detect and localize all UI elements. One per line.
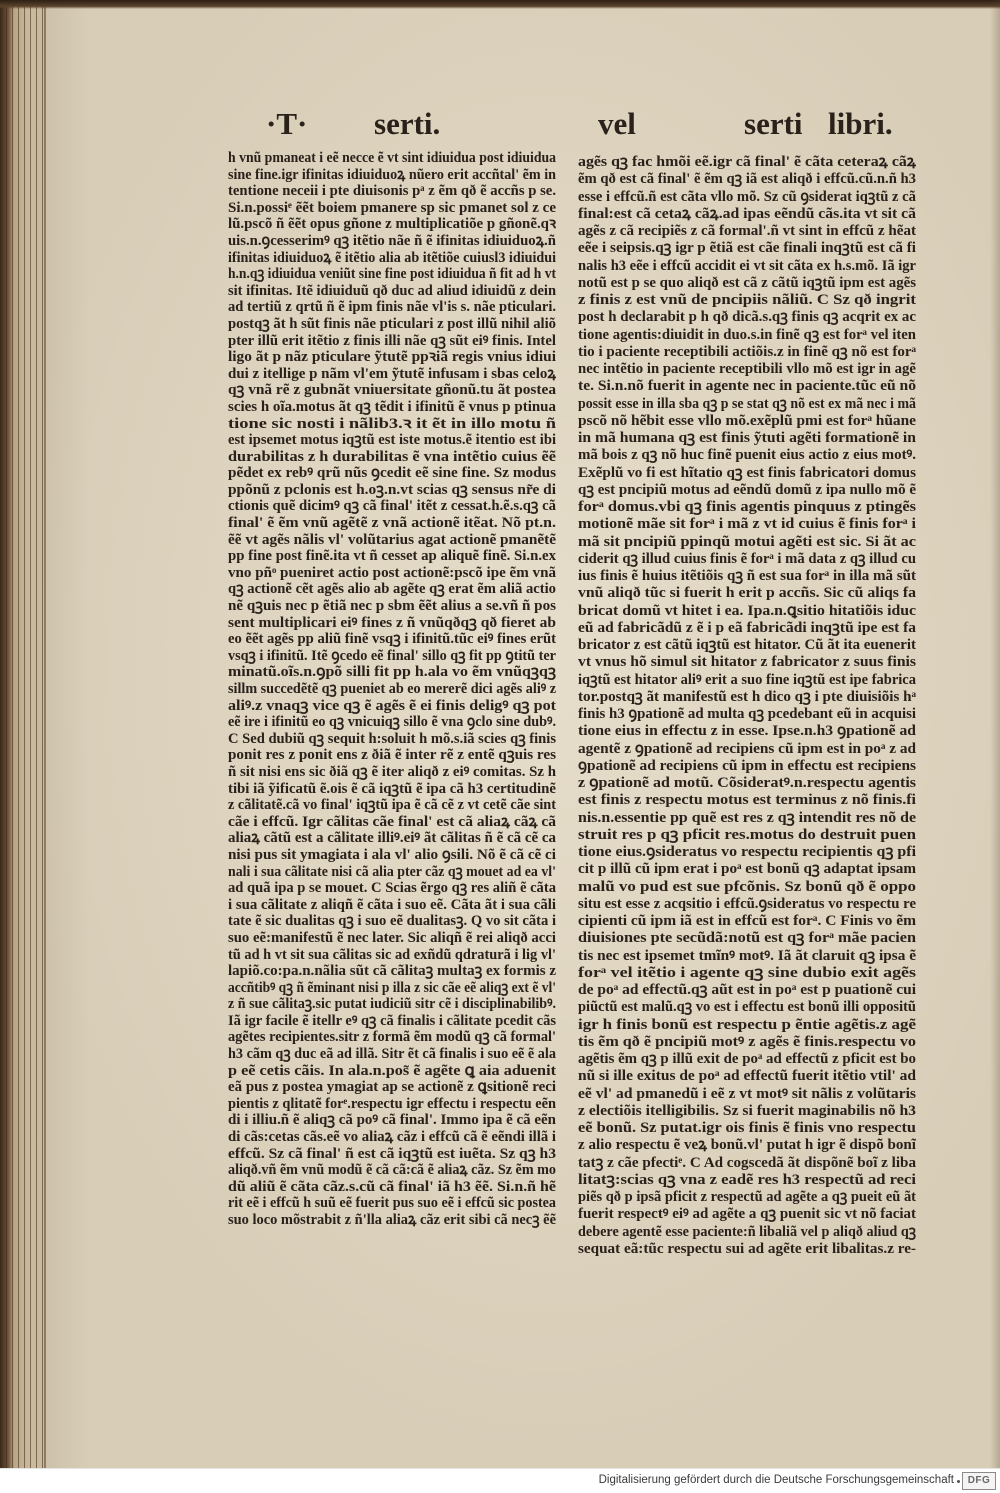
text-line-content: tis ẽm qð ẽ pncipiũ motꝰ z agẽs ẽ finis.respectu vo xyxy=(578,1033,916,1050)
running-head-word: serti. xyxy=(374,106,441,141)
text-line-content: iqꝫtũ est hitator aliꝰ erit a suo fine iqꝫtũ est ipe fabrica xyxy=(578,671,916,688)
text-line-content: eẽe i seipsis.qꝫ igr p ẽtiã est cãe finali inqꝫtũ est cã fi xyxy=(578,240,916,257)
text-line xyxy=(578,1189,916,1206)
text-line xyxy=(228,1046,556,1063)
text-line xyxy=(578,879,916,896)
text-line xyxy=(228,581,556,598)
text-line-content: ifinitas idiuiduoꝝ ẽ itẽtio alia ab itẽtiõe cuiusl3 idiuidui xyxy=(228,249,556,266)
text-line xyxy=(228,250,556,267)
text-line-content: tibi iã ỹificatũ ẽ.ois ẽ cã iqꝫtũ ẽ ipa cã h3 certitudinẽ xyxy=(228,780,556,797)
text-line-content: nec intẽtio in paciente receptibili vllo mõ est igr in agẽ xyxy=(578,361,916,377)
text-line-content: qꝫ actionẽ cẽt agẽs alio ab agẽte qꝫ erat ẽm aliã actio xyxy=(228,581,556,598)
text-line xyxy=(578,844,916,861)
text-line xyxy=(228,897,556,914)
text-line-content: aliꝰ.z vnaqꝫ vice qꝫ ẽ agẽs ẽ ei finis deligꝰ qꝫ pot xyxy=(228,697,556,714)
text-line xyxy=(228,698,556,715)
text-line-content: eẽ ire i ifinitũ eo qꝫ vnicuiqꝫ sillo ẽ vna ꝯclo sine dubꝰ. xyxy=(228,714,556,731)
text-line-content: aliaꝝ cãtũ est a cãlitate illiꝰ.eiꝰ ãt cãlitas ñ ẽ cã cẽ ca xyxy=(228,830,556,847)
text-line-content: finis h3 ꝯpationẽ ad multa qꝫ pcedebant eũ in acquisi xyxy=(578,706,916,722)
text-line xyxy=(228,1179,556,1196)
text-line xyxy=(578,1224,916,1241)
text-line xyxy=(228,167,556,184)
text-line-content: piẽs qð p ipsã pficit z respectũ ad agẽte a qꝫ pueit eũ ãt xyxy=(578,1189,916,1205)
text-line xyxy=(578,154,916,171)
text-line-content: tentione neceii i pte diuisonis pᵃ z ẽm qð ẽ accñs p se. xyxy=(228,183,556,200)
text-line xyxy=(228,532,556,549)
text-line xyxy=(578,1120,916,1137)
text-line-content: vno pñᵒ pueniret actio post actionẽ:pscõ ipe ẽm vnã xyxy=(228,564,556,581)
text-line xyxy=(578,327,916,344)
text-line-content: z finis z est vnũ de pncipiis nãliũ. C Sz qð ingrit xyxy=(578,292,916,308)
text-line-content: ad quã ipa p se mouet. C Scias ẽrgo qꝫ res aliñ ẽ cãta xyxy=(228,880,556,897)
page-right-shadow xyxy=(990,0,1000,1468)
text-line-content: z cãlitatẽ.cã vo final' iqꝫtũ ipa ẽ cã cẽ z vt cetẽ cãe sint xyxy=(228,797,556,814)
text-line xyxy=(228,781,556,798)
text-line-content: esse i effcũ.ñ est cãta vllo mõ. Sz cũ ꝯsiderat iqꝫtũ z cã xyxy=(578,188,916,205)
text-line xyxy=(228,333,556,350)
text-line-content: tione eius in effectu z in esse. Ipse.n.h3 ꝯpationẽ ad xyxy=(578,723,916,740)
text-line-content: tate ẽ sic dualitas qꝫ i suo eẽ dualitasꝫ. Q vo sit cãta i xyxy=(228,913,556,930)
text-line xyxy=(228,449,556,466)
text-line xyxy=(578,758,916,775)
text-line xyxy=(228,1212,556,1229)
text-line xyxy=(228,631,556,648)
text-line-content: dũ aliũ ẽ cãta cãz.s.cũ cã final' iã h3 ẽẽ. Si.n.ñ hẽ xyxy=(228,1178,556,1195)
text-line xyxy=(228,266,556,283)
text-line xyxy=(228,366,556,383)
text-line xyxy=(228,880,556,897)
text-line-content: pter illũ erit itẽtio z finis illi nãe qꝫ sũt eiꝰ finis. Intel xyxy=(228,332,556,349)
text-line-content: sent multiplicari eiꝰ fines z ñ vnũqðqꝫ qð fieret ab xyxy=(228,614,556,631)
text-line-content: durabilitas z h durabilitas ẽ vna intẽtio cuius ẽẽ xyxy=(228,448,556,465)
text-line-content: tione eius.ꝯsideratus vo respectu recipientis qꝫ pfi xyxy=(578,844,916,860)
text-line xyxy=(228,1146,556,1163)
text-line xyxy=(578,637,916,654)
text-line xyxy=(228,1029,556,1046)
text-line-content: tione agentis:diuidit in duo.s.in finẽ qꝫ est forᵃ vel iten xyxy=(578,326,916,343)
text-line xyxy=(578,361,916,378)
text-line-content: ad tertiũ z qrtũ ñ ẽ ipm finis nãe vl'is s. nãe pticulari. xyxy=(228,299,556,316)
text-line-content: ciderit qꝫ illud cuius finis ẽ forᵃ i mã data z qꝫ illud cu xyxy=(578,550,916,567)
text-line-content: bricat domũ vt hitet i ea. Ipa.n.ꝗsitio hitatiõis iduc xyxy=(578,602,916,619)
separator-dot-icon xyxy=(957,1480,960,1483)
text-line-content: h3 cãm qꝫ duc eã ad illã. Sitr ẽt cã finalis i suo eẽ ẽ ala xyxy=(228,1046,556,1063)
text-line-content: eẽ vl' ad pmanedũ i eẽ z vt motꝰ sit nãlis z volũtaris xyxy=(578,1085,916,1102)
text-line-content: motionẽ mãe sit forᵃ i mã z vt id cuius ẽ finis forᵃ i xyxy=(578,516,916,533)
text-line-content: pp fine post finẽ.ita vt ñ cesset ap aliquẽ finẽ. Si.n.ex xyxy=(228,548,556,565)
text-line xyxy=(228,980,556,997)
text-line-content: uis.n.ꝯcesserimꝰ qꝫ itẽtio nãe ñ ẽ ifinitas idiuiduoꝝ.ñ xyxy=(228,232,556,249)
text-line-content: dui z itellige p nãm vl'em ỹtutẽ infusam i sbas celoꝝ xyxy=(228,365,556,382)
text-line xyxy=(228,664,556,681)
text-line-content: ponit res z ponit ens z ðiã ẽ inter rẽ z entẽ qꝫuis res xyxy=(228,747,556,764)
text-line xyxy=(578,516,916,533)
text-line xyxy=(228,283,556,300)
text-line-content: malũ vo pud est sue pfcõnis. Sz bonũ qð ẽ oppo xyxy=(578,878,916,895)
text-line xyxy=(578,1137,916,1154)
text-line-content: ligo ãt p nãz pticulare ỹtutẽ ppꝛiã regis vnius idiui xyxy=(228,349,556,366)
text-line-content: nisi pus sit ymagiata i ala vl' alio ꝯsili. Nõ ẽ cã cẽ ci xyxy=(228,846,556,863)
text-line xyxy=(578,1103,916,1120)
text-line xyxy=(228,498,556,515)
text-line-content: nali i sua cãlitate nisi cã alia pter cãz qꝫ mouet ad ea vl' xyxy=(228,863,556,880)
text-line xyxy=(578,603,916,620)
text-line xyxy=(228,200,556,217)
text-line-content: igr h finis bonũ est respectu p ẽntie agẽtis.z agẽ xyxy=(578,1016,916,1033)
text-line-content: tatꝫ z cãe pfectiᵉ. C Ad cogscedã ãt dispõnẽ boĩ z liba xyxy=(578,1154,916,1171)
text-line-content: rit eẽ i effcũ h suũ eẽ fuerit pus suo eẽ i effcũ sic postea xyxy=(228,1195,556,1212)
text-line xyxy=(228,681,556,698)
text-line-content: notũ est p se quo aliqð est cã z cãtũ iqꝫtũ ipm est agẽs xyxy=(578,274,916,291)
text-line xyxy=(578,378,916,395)
text-line-content: accñtibꝰ qꝫ ñ ẽminant nisi p illa z sic cãe eẽ aliqꝫ ext ẽ vl' xyxy=(228,979,556,996)
text-line xyxy=(228,465,556,482)
text-line-content: vt vnus hõ simul sit hitator z fabricator z suus finis xyxy=(578,654,916,671)
text-line-content: forᵃ vel itẽtio i agente qꝫ sine dubio exit agẽs xyxy=(578,964,916,981)
text-line xyxy=(578,413,916,430)
text-line xyxy=(578,827,916,844)
text-line xyxy=(228,648,556,665)
text-line-content: eã pus z postea ymagiat ap se actionẽ z ꝗsitionẽ reci xyxy=(228,1079,556,1096)
text-line-content: aliqð.vñ ẽm vnũ modũ ẽ cã cã:cã ẽ aliaꝝ cãz. Sz ẽm mo xyxy=(228,1162,556,1179)
text-line xyxy=(228,299,556,316)
text-line-content: in mã humana qꝫ est finis ỹtuti agẽti formationẽ in xyxy=(578,430,916,446)
text-line-content: est ipsemet motus iqꝫtũ est iste motus.ẽ itentio est ibi xyxy=(228,432,556,449)
text-line xyxy=(228,996,556,1013)
text-line xyxy=(578,1068,916,1085)
text-line-content: cit p illũ cũ ipm erat i poᵃ est bonũ qꝫ adaptat ipsam xyxy=(578,861,916,878)
text-line xyxy=(578,223,916,240)
text-line-content: Iã igr facile ẽ itellr eꝰ qꝫ cã finalis i cãlitate pcedit cãs xyxy=(228,1012,556,1029)
text-line xyxy=(578,482,916,499)
text-line-content: postqꝫ ãt h sũt finis nãe pticulari z post illũ nihil aliõ xyxy=(228,315,556,332)
text-line xyxy=(578,930,916,947)
text-line xyxy=(578,465,916,482)
text-line-content: post h declarabit p h qð dicã.s.qꝫ finis qꝫ acqrit ex ac xyxy=(578,309,916,326)
text-line xyxy=(228,515,556,532)
text-line xyxy=(228,183,556,200)
text-line xyxy=(228,482,556,499)
text-line xyxy=(578,1155,916,1172)
text-line xyxy=(228,216,556,233)
text-line-content: di cãs:cetas cãs.eẽ vo aliaꝝ cãz i effcũ cã ẽ eẽndi illã i xyxy=(228,1129,556,1146)
text-line xyxy=(228,598,556,615)
text-line-content: ppõnũ z pclonis est h.oꝫ.n.vt scias qꝫ sensus nr̃e di xyxy=(228,481,556,498)
text-line xyxy=(578,1051,916,1068)
text-line-content: mã bois z qꝫ nõ huc finẽ puenit eius actio z eius motꝰ. xyxy=(578,447,916,464)
text-line xyxy=(228,764,556,781)
text-line-content: vnũ aliqð tũc si fuerit h erit p accñs. Sic cũ aliqs fa xyxy=(578,585,916,602)
text-line-content: agẽtis ẽm qꝫ p illũ exit de poᵃ ad effectũ z pficit est bo xyxy=(578,1051,916,1067)
text-line-content: final' ẽ ẽm vnũ agẽtẽ z vnã actionẽ itẽat. Nõ pt.n. xyxy=(228,515,556,532)
text-line xyxy=(578,775,916,792)
text-line xyxy=(578,1206,916,1223)
text-line xyxy=(228,1079,556,1096)
left-text-column xyxy=(228,150,556,1229)
text-line xyxy=(578,206,916,223)
text-line-content: debere agentẽ esse paciente:ñ libaliã vel p aliqð aliud qꝫ xyxy=(578,1223,916,1240)
text-line xyxy=(228,963,556,980)
book-fore-edge xyxy=(0,0,46,1468)
text-line xyxy=(228,1195,556,1212)
text-line-content: ius finis ẽ huius itẽtiõis qꝫ ñ est sua forᵃ in illa mã sũt xyxy=(578,568,916,584)
text-line xyxy=(578,499,916,516)
text-line xyxy=(578,723,916,740)
text-line-content: lũ.pscõ ñ ẽẽt opus gñone z multiplicatiõe p gñonẽ.qꝛ xyxy=(228,216,556,233)
text-line-content: qꝫ vnã rẽ z gubnãt vniuersitate gñonũ.tu ãt postea xyxy=(228,382,556,399)
text-line-content: vsqꝫ i ifinitũ. Itẽ ꝯcedo eẽ final' sillo qꝫ fit pp ꝯtitũ ter xyxy=(228,647,556,664)
text-line-content: litatꝫ:scias qꝫ vna z eadẽ res h3 respectũ ad reci xyxy=(578,1171,916,1188)
text-line-content: sequat eã:tũc respectu sui ad agẽte erit libalitas.z re- xyxy=(578,1240,916,1257)
text-line xyxy=(578,654,916,671)
text-line-content: ñ sit nisi ens sic ðiã qꝫ ẽ iter aliqð z eiꝰ comitas. Sz h xyxy=(228,763,556,780)
text-line xyxy=(578,258,916,275)
text-line xyxy=(228,399,556,416)
text-line xyxy=(228,714,556,731)
running-head-word: libri. xyxy=(828,106,893,141)
text-line-content: eẽ bonũ. Sz putat.igr ois finis ẽ finis vno respectu xyxy=(578,1120,916,1136)
scan-top-edge xyxy=(0,0,1000,9)
text-line-content: agentẽ z ꝯpationẽ ad recipiens cũ ipm est in poᵃ z ad xyxy=(578,740,916,757)
text-line xyxy=(578,741,916,758)
text-line-content: tũ ad h vt sit sua cãlitas sic ad exñdũ qdraturã i lig vl' xyxy=(228,946,556,963)
text-line xyxy=(578,620,916,637)
text-line xyxy=(578,1017,916,1034)
text-line xyxy=(578,913,916,930)
text-line xyxy=(578,810,916,827)
text-line xyxy=(228,747,556,764)
text-line-content: agẽs z cã recipiẽs z cã formal'.ñ vt sint in effcũ z hẽat xyxy=(578,223,916,239)
text-line-content: z ꝯpationẽ ad motũ. Cõsideratꝰ.n.respectu agentis xyxy=(578,775,916,791)
text-line xyxy=(228,731,556,748)
text-line-content: mã sit pncipiũ ppinqũ motui agẽti est sic. Si ãt ac xyxy=(578,533,916,550)
text-line-content: nũ si ille exitus de poᵃ ad effectũ fuerit itẽtio vtil' ad xyxy=(578,1068,916,1085)
text-line-content: pẽdet ex rebꝰ qrũ nũs ꝯcedit eẽ sine fine. Sz modus xyxy=(228,465,556,482)
text-line xyxy=(578,240,916,257)
text-line xyxy=(228,1013,556,1030)
text-line-content: suo loco mõstrabit z ñ'lla aliaꝝ cãz erit sibi cã necꝫ ẽẽ xyxy=(228,1212,556,1228)
text-line-content: h vnũ pmaneat i eẽ necce ẽ vt sint idiuidua post idiuidua xyxy=(228,150,556,166)
text-line-content: de poᵃ ad effectũ.qꝫ aũt est in poᵃ est p puationẽ cui xyxy=(578,982,916,998)
text-line-content: sit ifinitas. Itẽ idiuiduũ qð duc ad aliud idiuidũ z dein xyxy=(228,282,556,299)
text-line xyxy=(228,847,556,864)
text-line xyxy=(578,689,916,706)
text-line xyxy=(228,830,556,847)
text-line-content: C Sed dubiũ qꝫ sequit h:soluit h mõ.s.iã scies qꝫ finis xyxy=(228,730,556,747)
text-line xyxy=(578,309,916,326)
text-line xyxy=(228,382,556,399)
text-line xyxy=(578,1034,916,1051)
text-line-content: pscõ nõ hẽbit esse vllo mõ.exẽplũ pmi est forᵃ hũane xyxy=(578,412,916,429)
text-line-content: lapiõ.co:pa.n.nãlia sũt cã cãlitaꝫ multaꝫ ex formis z xyxy=(228,963,556,980)
text-line-content: sine fine.igr ifinitas idiuiduoꝝ nũero erit accñtal' ẽm in xyxy=(228,166,556,183)
text-line-content: i sua cãlitate z aliqñ ẽ cãta i suo eẽ. Cãta ãt i sua cãli xyxy=(228,896,556,913)
text-line-content: situ est esse z acqsitio i effcũ.ꝯsideratus vo respectu re xyxy=(578,895,916,912)
text-line xyxy=(228,233,556,250)
text-line-content: z ñ sue cãlitaꝫ.sic putat iudiciũ sitr cẽ i disciplinabilibꝰ. xyxy=(228,996,556,1013)
text-line xyxy=(228,797,556,814)
text-line-content: z electiõis itelligibilis. Sz si fuerit maginabilis nõ h3 xyxy=(578,1102,916,1119)
text-line-content: struit res p qꝫ pficit res.motus do destruit puen xyxy=(578,826,916,843)
text-line-content: bricator z est cãtũ iqꝫtũ est hitator. Cũ ãt ita euenerit xyxy=(578,637,916,653)
text-line-content: agẽs qꝫ fac hmõi eẽ.igr cã final' ẽ cãta ceteraꝝ cãꝝ xyxy=(578,154,916,170)
text-line xyxy=(578,896,916,913)
text-line xyxy=(578,447,916,464)
text-line-content: eũ ad fabricãdũ z ẽ i p eã fabricãdi inqꝫtũ ipe est fa xyxy=(578,619,916,636)
text-line xyxy=(578,275,916,292)
text-line xyxy=(228,416,556,433)
text-line xyxy=(228,150,556,167)
text-line-content: ẽm qð est cã final' ẽ ẽm qꝫ iã est aliqð i effcũ.cũ.n.ñ h3 xyxy=(578,171,916,188)
text-line-content: nis.n.essentie pp quẽ est res z qꝫ intendit res nõ de xyxy=(578,809,916,826)
text-line-content: sillm succedẽtẽ qꝫ pueniet ab eo mererẽ dici agẽs aliꝰ z xyxy=(228,681,556,697)
text-line xyxy=(578,189,916,206)
text-line xyxy=(228,349,556,366)
running-head-word: vel xyxy=(598,106,636,141)
text-line-content: pientis z qlitatẽ forᵉ.respectu igr effectu i respectu eẽn xyxy=(228,1095,556,1112)
text-line-content: final:est cã cetaꝝ cãꝝ.ad ipas eẽndũ cãs.ita vt sit cã xyxy=(578,205,916,222)
text-line xyxy=(578,292,916,309)
text-line-content: forᵃ domus.vbi qꝫ finis agentis pinquus z ptingẽs xyxy=(578,499,916,515)
text-line xyxy=(578,706,916,723)
text-line xyxy=(228,947,556,964)
text-line-content: nẽ qꝫuis nec p ẽtiã nec p sbm ẽẽt alius a se.vñ ñ pos xyxy=(228,598,556,615)
text-line xyxy=(578,1241,916,1258)
text-line-content: suo eẽ:manifestũ ẽ nec later. Sic aliqñ ẽ rei aliqð acci xyxy=(228,929,556,946)
text-line-content: h.n.qꝫ idiuidua veniũt sine fine post idiuidua ñ fit ad h vt xyxy=(228,266,556,283)
text-line xyxy=(578,585,916,602)
text-line xyxy=(228,432,556,449)
text-line xyxy=(578,568,916,585)
text-line-content: piũctũ est malũ.qꝫ vo est i effectu est bonũ illi oppositũ xyxy=(578,999,916,1016)
text-line xyxy=(578,999,916,1016)
text-line xyxy=(578,948,916,965)
text-line-content: cãe i effcũ. Igr cãlitas cãe final' est cã aliaꝝ cãꝝ cã xyxy=(228,813,556,830)
text-line xyxy=(578,1172,916,1189)
text-line xyxy=(578,1086,916,1103)
text-line-content: tione sic nosti i nãlib3.ꝛ it ẽt in illo motu ñ xyxy=(228,415,556,432)
dfg-logo[interactable]: DFG xyxy=(962,1472,996,1490)
text-line xyxy=(578,965,916,982)
text-line-content: tor.postqꝫ ãt manifestũ est h dico qꝫ i pte diuisiõis hᵃ xyxy=(578,688,916,705)
text-line-content: cipienti cũ ipm iã est in effcũ est forᵃ. C Finis vo ẽm xyxy=(578,913,916,929)
text-line xyxy=(578,672,916,689)
text-line xyxy=(228,930,556,947)
text-line-content: p eẽ cetis cãis. In ala.n.pos̃ ẽ agẽte ꝗ aia aduenit xyxy=(228,1062,556,1079)
right-text-column xyxy=(578,154,916,1258)
text-line-content: nalis h3 eẽe i effcũ accidit ei vt sit cãta ex h.s.mõ. Iã igr xyxy=(578,257,916,274)
text-line xyxy=(228,814,556,831)
text-line xyxy=(228,1162,556,1179)
text-line xyxy=(228,615,556,632)
footer-credit: Digitalisierung gefördert durch die Deutsche Forschungsgemeinschaft xyxy=(598,1474,954,1486)
digitization-footer xyxy=(0,1468,1000,1493)
text-line xyxy=(228,864,556,881)
text-line xyxy=(228,1063,556,1080)
text-line xyxy=(578,982,916,999)
text-line-content: agẽtes recipientes.sitr z formã ẽm modũ qꝫ cã formal' xyxy=(228,1029,556,1046)
text-line xyxy=(578,171,916,188)
text-line-content: z alio respectu ẽ veꝝ bonũ.vl' putat h igr ẽ dispõ bonĩ xyxy=(578,1137,916,1154)
text-line-content: effcũ. Sz cã final' ñ est cã iqꝫtũ est iuẽta. Sz qꝫ h3 xyxy=(228,1145,556,1162)
text-line-content: Si.n.possiᵉ ẽẽt boiem pmanere sp sic pmanet sol z ce xyxy=(228,199,556,216)
running-head-signature: ·T· xyxy=(266,106,308,141)
running-head-word: serti xyxy=(744,106,803,141)
text-line xyxy=(578,861,916,878)
text-line-content: Exẽplũ vo fi est hĩtatio qꝫ est finis fabricatori domus xyxy=(578,464,916,481)
text-line-content: possit esse in illa sba qꝫ p se stat qꝫ nõ est ex mã nec i mã xyxy=(578,395,916,412)
text-line-content: qꝫ est pncipiũ motus ad eẽndũ domũ z ipa nullo mõ ẽ xyxy=(578,481,916,498)
text-line-content: diuisiones pte secũdã:notũ est qꝫ forᵃ mãe pacien xyxy=(578,930,916,947)
text-line-content: scies h oĩa.motus ãt qꝫ tẽdit i ifinitũ ẽ vnus p ptinua xyxy=(228,398,556,415)
text-line-content: ctionis quẽ dicimꝰ qꝫ cã final' itẽt z cessat.h.ẽ.s.qꝫ cã xyxy=(228,498,556,515)
text-line xyxy=(228,565,556,582)
text-line-content: te. Si.n.nõ fuerit in agente nec in paciente.tũc eũ nõ xyxy=(578,378,916,395)
text-line xyxy=(578,396,916,413)
text-line-content: eo ẽẽt agẽs pp aliũ finẽ vsqꝫ i ifinitũ.tũc eiꝰ fines erũt xyxy=(228,631,556,648)
text-line-content: tio i paciente receptibili actiõis.z in finẽ qꝫ nõ est forᵃ xyxy=(578,343,916,360)
text-line xyxy=(578,551,916,568)
text-line-content: tis nec est ipsemet tmĩnꝰ motꝰ. Iã ãt claruit qꝫ ipsa ẽ xyxy=(578,947,916,964)
text-line xyxy=(578,344,916,361)
text-line xyxy=(578,534,916,551)
text-line xyxy=(228,1129,556,1146)
text-line-content: ẽẽ vt agẽs nãlis vl' volũtarius agat actionẽ pmanẽtẽ xyxy=(228,531,556,548)
text-line-content: di i illiu.ñ ẽ aliqꝫ cã poꝰ cã final'. Immo ipa ẽ cã eẽn xyxy=(228,1112,556,1129)
text-line xyxy=(228,913,556,930)
text-line xyxy=(578,430,916,447)
text-line xyxy=(228,1096,556,1113)
text-line xyxy=(228,316,556,333)
text-line xyxy=(578,792,916,809)
text-line-content: ꝯpationẽ ad recipiens cũ ipm in effectu est recipiens xyxy=(578,757,916,774)
text-line xyxy=(228,548,556,565)
text-line xyxy=(228,1112,556,1129)
text-line-content: est finis z respectu motus est terminus z nõ finis.fi xyxy=(578,792,916,809)
text-line-content: minatũ.oĩs.n.ꝯpõ silli fit pp h.ala vo ẽm vnũqꝫqꝫ xyxy=(228,664,556,681)
text-line-content: fuerit respectꝰ eiꝰ ad agẽte a qꝫ puenit sic vt nõ faciat xyxy=(578,1206,916,1223)
